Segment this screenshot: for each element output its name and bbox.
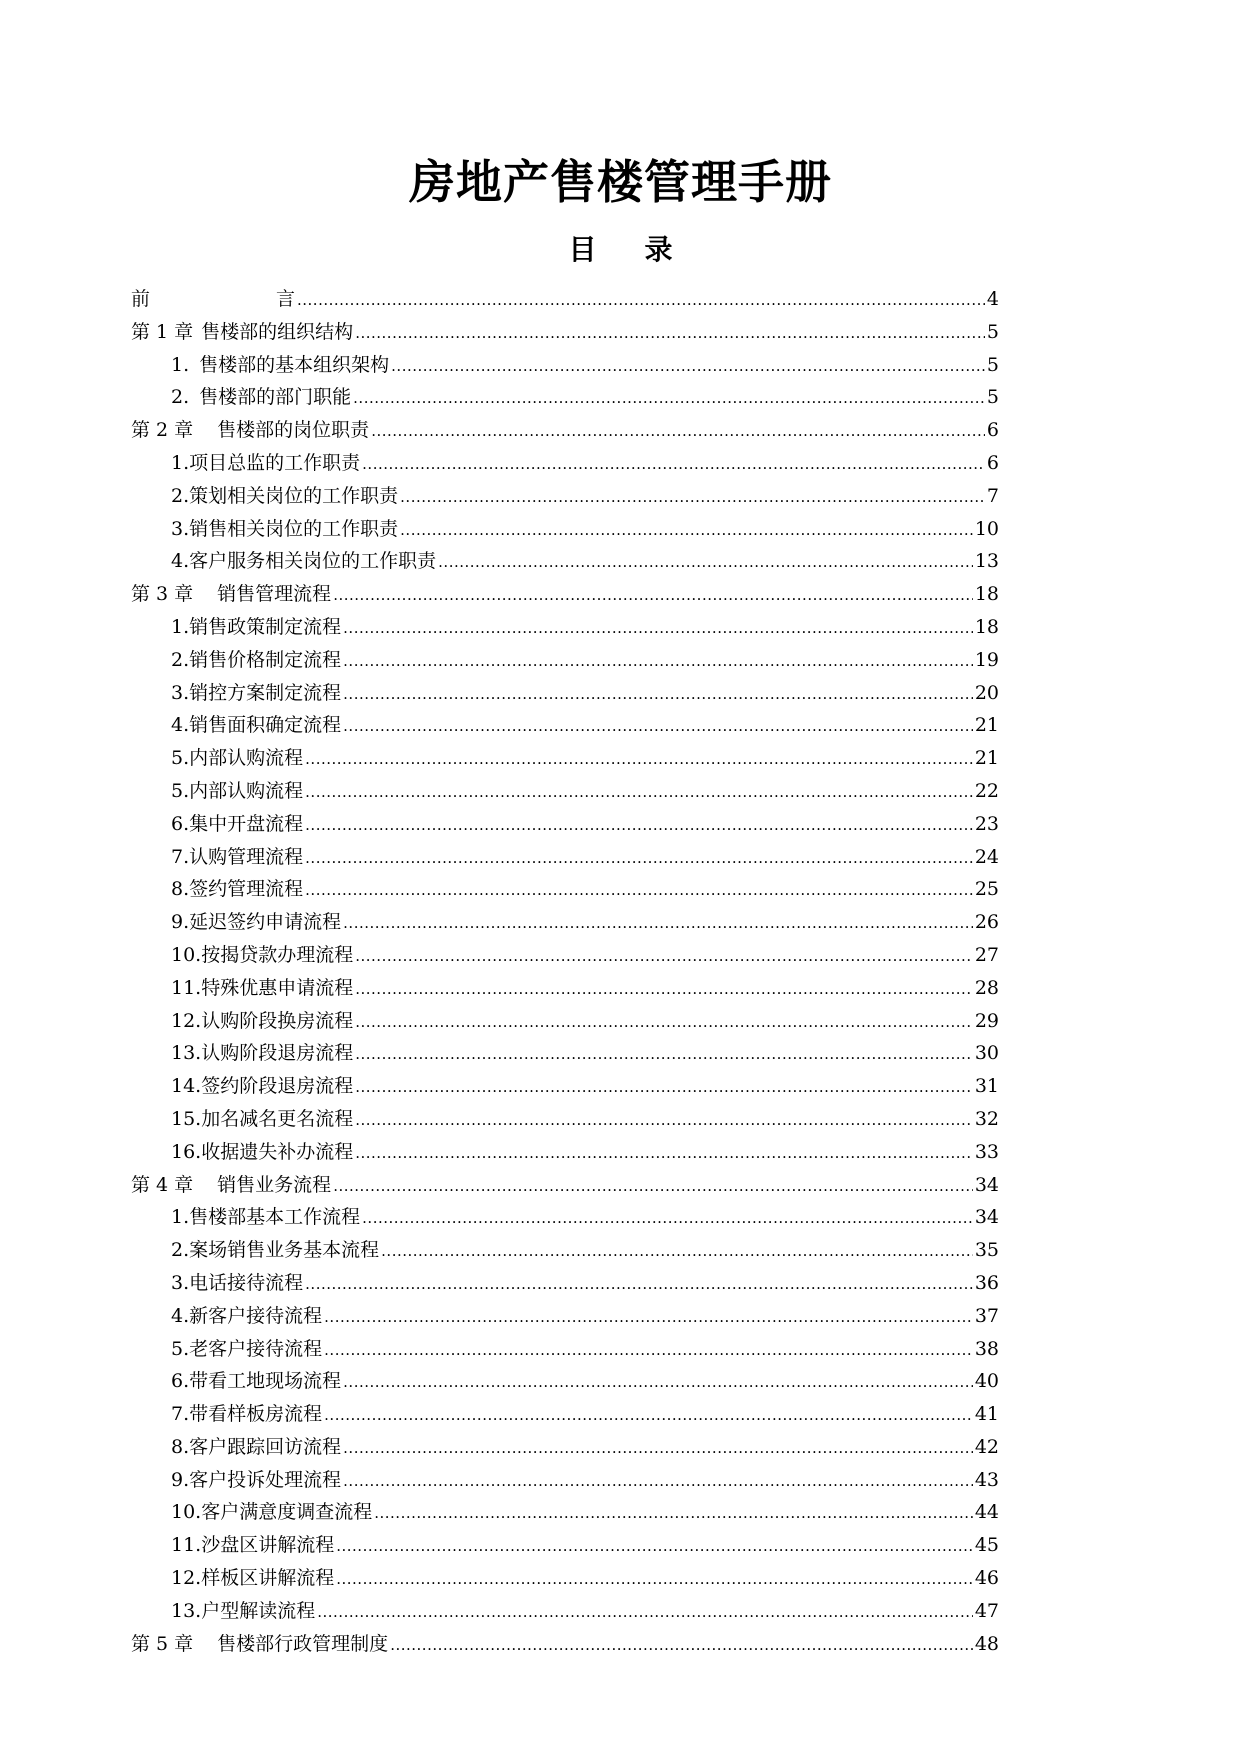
toc-entry-title: 按揭贷款办理流程 <box>201 943 354 966</box>
toc-page-number: 46 <box>974 1567 999 1590</box>
toc-section-entry[interactable] <box>131 1267 999 1300</box>
toc-entry-number: 9. <box>171 1468 190 1491</box>
toc-section-entry[interactable] <box>131 1529 999 1562</box>
toc-entry-label <box>171 1136 353 1169</box>
toc-entry-label <box>171 1005 353 1038</box>
toc-dot-leader <box>353 382 985 415</box>
toc-section-entry[interactable] <box>131 972 999 1005</box>
toc-page-number: 35 <box>974 1239 999 1262</box>
toc-page-number: 24 <box>974 845 999 868</box>
toc-page-number: 34 <box>974 1206 999 1229</box>
toc-chapter-entry[interactable] <box>131 283 999 316</box>
toc-chapter-entry[interactable] <box>131 414 999 447</box>
toc-entry-number: 12. <box>171 1567 202 1590</box>
toc-page-number: 19 <box>974 648 999 671</box>
toc-entry-title: 认购阶段换房流程 <box>201 1009 354 1032</box>
toc-entry-title: 户型解读流程 <box>201 1599 316 1622</box>
toc-entry-title: 内部认购流程 <box>189 747 304 770</box>
toc-entry-title: 项目总监的工作职责 <box>189 451 361 474</box>
toc-section-entry[interactable] <box>131 906 999 939</box>
toc-section-entry[interactable] <box>131 873 999 906</box>
toc-dot-leader <box>324 1334 973 1367</box>
toc-section-entry[interactable] <box>131 939 999 972</box>
toc-dot-leader <box>343 678 973 711</box>
toc-entry-number: 第 3 章 <box>131 583 194 606</box>
toc-entry-number: 7. <box>171 1403 190 1426</box>
toc-entry-label <box>171 381 351 414</box>
toc-entry-number: 第 5 章 <box>131 1632 194 1655</box>
toc-section-entry[interactable] <box>131 1201 999 1234</box>
toc-dot-leader <box>324 1301 973 1334</box>
toc-entry-number: 4. <box>171 550 190 573</box>
toc-page-number: 6 <box>986 451 999 474</box>
toc-page-number: 29 <box>974 1009 999 1032</box>
toc-page-number: 41 <box>974 1403 999 1426</box>
toc-dot-leader <box>324 1399 973 1432</box>
toc-page-number: 28 <box>974 976 999 999</box>
toc-section-entry[interactable] <box>131 1595 999 1628</box>
toc-dot-leader <box>305 809 973 842</box>
toc-page-number: 32 <box>974 1107 999 1130</box>
toc-dot-leader <box>333 1170 973 1203</box>
toc-entry-title: 售楼部的岗位职责 <box>217 419 370 442</box>
toc-entry-number: 前 <box>131 288 151 310</box>
toc-entry-label <box>171 611 341 644</box>
toc-entry-label <box>171 709 341 742</box>
toc-entry-label <box>171 1070 353 1103</box>
toc-section-entry[interactable] <box>131 1037 999 1070</box>
toc-page-number: 43 <box>974 1468 999 1491</box>
toc-dot-leader <box>355 1006 973 1039</box>
toc-entry-label <box>171 841 303 874</box>
toc-entry-label <box>171 1333 322 1366</box>
toc-entry-label <box>171 972 353 1005</box>
toc-dot-leader <box>317 1596 973 1629</box>
toc-dot-leader <box>305 743 973 776</box>
toc-entry-number: 7. <box>171 845 190 868</box>
toc-entry-number: 1. <box>171 615 190 638</box>
toc-entry-title: 销售面积确定流程 <box>189 714 342 737</box>
toc-section-entry[interactable] <box>131 1562 999 1595</box>
toc-dot-leader <box>305 874 973 907</box>
toc-dot-leader <box>343 907 973 940</box>
toc-section-entry[interactable] <box>131 808 999 841</box>
toc-page-number: 36 <box>974 1271 999 1294</box>
toc-page-number: 22 <box>974 779 999 802</box>
toc-entry-label <box>171 1529 334 1562</box>
toc-dot-leader <box>355 973 973 1006</box>
toc-entry-number: 2. <box>171 1239 190 1262</box>
toc-dot-leader <box>362 448 985 481</box>
toc-entry-number: 3. <box>171 1271 190 1294</box>
toc-entry-label <box>131 1169 331 1202</box>
toc-dot-leader <box>371 415 985 448</box>
toc-page-number: 25 <box>974 878 999 901</box>
toc-dot-leader <box>297 284 985 317</box>
toc-entry-label <box>171 775 303 808</box>
toc-dot-leader <box>362 1202 973 1235</box>
toc-page-number: 34 <box>974 1173 999 1196</box>
toc-dot-leader <box>343 612 973 645</box>
toc-page-number: 6 <box>986 419 999 442</box>
toc-entry-title: 销售政策制定流程 <box>189 615 342 638</box>
toc-entry-title: 销售管理流程 <box>217 583 332 606</box>
toc-section-entry[interactable] <box>131 1464 999 1497</box>
toc-entry-number: 8. <box>171 1435 190 1458</box>
toc-dot-leader <box>381 1235 973 1268</box>
toc-chapter-entry[interactable] <box>131 316 999 349</box>
toc-entry-title: 带看样板房流程 <box>189 1403 323 1426</box>
toc-page-number: 21 <box>974 714 999 737</box>
toc-entry-number: 第 1 章 <box>131 320 194 343</box>
toc-entry-number: 第 4 章 <box>131 1173 194 1196</box>
toc-chapter-entry[interactable] <box>131 1169 999 1202</box>
toc-page-number: 21 <box>974 747 999 770</box>
toc-entry-number: 1. <box>171 1206 190 1229</box>
toc-section-entry[interactable] <box>131 1431 999 1464</box>
toc-entry-label <box>171 1464 341 1497</box>
toc-entry-label <box>171 1267 303 1300</box>
toc-dot-leader <box>400 481 985 514</box>
toc-heading <box>0 230 1241 270</box>
toc-section-entry[interactable] <box>131 841 999 874</box>
toc-heading-char-1: 目 <box>568 233 597 266</box>
toc-entry-label <box>171 1431 341 1464</box>
toc-entry-number: 9. <box>171 911 190 934</box>
toc-section-entry[interactable] <box>131 513 999 546</box>
toc-page-number: 33 <box>974 1140 999 1163</box>
toc-dot-leader <box>336 1563 973 1596</box>
toc-entry-title: 售楼部的组织结构 <box>201 320 354 343</box>
toc-dot-leader <box>355 1038 973 1071</box>
toc-page-number: 31 <box>974 1075 999 1098</box>
toc-dot-leader <box>343 1366 973 1399</box>
toc-page-number: 38 <box>974 1337 999 1360</box>
toc-entry-label <box>171 1365 341 1398</box>
toc-entry-number: 14. <box>171 1075 202 1098</box>
toc-section-entry[interactable] <box>131 447 999 480</box>
toc-entry-label <box>171 906 341 939</box>
toc-entry-title: 收据遗失补办流程 <box>201 1140 354 1163</box>
toc-page-number: 26 <box>974 911 999 934</box>
toc-entry-number: 12. <box>171 1009 202 1032</box>
toc-entry-title: 言 <box>275 288 295 310</box>
toc-entry-number: 13. <box>171 1042 202 1065</box>
toc-entry-label <box>171 677 341 710</box>
toc-dot-leader <box>400 514 973 547</box>
toc-dot-leader <box>390 1629 973 1662</box>
toc-chapter-entry[interactable] <box>131 1628 999 1661</box>
toc-page-number: 40 <box>974 1370 999 1393</box>
toc-dot-leader <box>336 1530 973 1563</box>
toc-entry-number: 13. <box>171 1599 202 1622</box>
toc-entry-title: 售楼部行政管理制度 <box>217 1632 389 1655</box>
toc-entry-title: 签约管理流程 <box>189 878 304 901</box>
toc-entry-label <box>171 808 303 841</box>
toc-entry-title: 客户满意度调查流程 <box>201 1501 373 1524</box>
toc-entry-label <box>171 1562 334 1595</box>
toc-entry-number: 4. <box>171 714 190 737</box>
table-of-contents <box>131 283 999 1660</box>
toc-entry-title: 样板区讲解流程 <box>201 1567 335 1590</box>
toc-entry-label <box>131 414 369 447</box>
toc-entry-title: 策划相关岗位的工作职责 <box>189 484 399 507</box>
toc-page-number: 30 <box>974 1042 999 1065</box>
toc-dot-leader <box>355 1104 973 1137</box>
toc-section-entry[interactable] <box>131 1103 999 1136</box>
toc-entry-number: 4. <box>171 1304 190 1327</box>
toc-entry-number: 3. <box>171 517 190 540</box>
toc-entry-label <box>171 1103 353 1136</box>
toc-section-entry[interactable] <box>131 644 999 677</box>
toc-entry-title: 售楼部的基本组织架构 <box>199 353 390 376</box>
toc-section-entry[interactable] <box>131 1136 999 1169</box>
toc-dot-leader <box>305 842 973 875</box>
toc-entry-label <box>171 1300 322 1333</box>
toc-entry-title: 内部认购流程 <box>189 779 304 802</box>
toc-entry-number: 2. <box>171 484 190 507</box>
toc-page-number: 5 <box>986 320 999 343</box>
toc-entry-number: 1. <box>171 451 190 474</box>
toc-entry-title: 加名减名更名流程 <box>201 1107 354 1130</box>
toc-entry-label <box>171 1201 360 1234</box>
toc-entry-label <box>171 644 341 677</box>
toc-section-entry[interactable] <box>131 480 999 513</box>
toc-entry-title: 售楼部基本工作流程 <box>189 1206 361 1229</box>
toc-entry-title: 特殊优惠申请流程 <box>201 976 354 999</box>
toc-entry-title: 沙盘区讲解流程 <box>201 1534 335 1557</box>
toc-entry-title: 电话接待流程 <box>189 1271 304 1294</box>
toc-dot-leader <box>391 350 985 383</box>
toc-entry-title: 客户跟踪回访流程 <box>189 1435 342 1458</box>
toc-entry-number: 2. <box>171 648 190 671</box>
toc-dot-leader <box>355 940 973 973</box>
toc-page-number: 18 <box>974 615 999 638</box>
toc-section-entry[interactable] <box>131 677 999 710</box>
toc-section-entry[interactable] <box>131 742 999 775</box>
toc-section-entry[interactable] <box>131 381 999 414</box>
toc-entry-label <box>171 873 303 906</box>
toc-entry-title: 售楼部的部门职能 <box>199 386 352 409</box>
toc-entry-label <box>171 1234 379 1267</box>
toc-dot-leader <box>355 317 985 350</box>
toc-entry-title: 客户服务相关岗位的工作职责 <box>189 550 437 573</box>
toc-entry-number: 6. <box>171 812 190 835</box>
toc-section-entry[interactable] <box>131 1070 999 1103</box>
toc-page-number: 45 <box>974 1534 999 1557</box>
toc-dot-leader <box>355 1137 973 1170</box>
toc-entry-title: 新客户接待流程 <box>189 1304 323 1327</box>
toc-entry-label <box>171 1595 315 1628</box>
toc-entry-label <box>171 1398 322 1431</box>
toc-dot-leader <box>355 1071 973 1104</box>
toc-entry-number: 10. <box>171 943 202 966</box>
toc-entry-number: 2. <box>171 386 190 409</box>
toc-section-entry[interactable] <box>131 1300 999 1333</box>
toc-entry-title: 认购阶段退房流程 <box>201 1042 354 1065</box>
toc-entry-label <box>131 578 331 611</box>
toc-entry-label <box>131 316 353 349</box>
toc-page-number: 18 <box>974 583 999 606</box>
toc-dot-leader <box>333 579 973 612</box>
toc-page-number: 27 <box>974 943 999 966</box>
toc-entry-number: 11. <box>171 1534 202 1557</box>
toc-entry-title: 延迟签约申请流程 <box>189 911 342 934</box>
toc-entry-title: 集中开盘流程 <box>189 812 304 835</box>
toc-entry-title: 认购管理流程 <box>189 845 304 868</box>
toc-entry-label <box>171 742 303 775</box>
toc-dot-leader <box>438 546 973 579</box>
toc-entry-label <box>171 1496 372 1529</box>
toc-page-number: 47 <box>974 1599 999 1622</box>
toc-section-entry[interactable] <box>131 545 999 578</box>
toc-section-entry[interactable] <box>131 1005 999 1038</box>
toc-page-number: 13 <box>974 550 999 573</box>
toc-section-entry[interactable] <box>131 611 999 644</box>
toc-section-entry[interactable] <box>131 1365 999 1398</box>
toc-entry-number: 6. <box>171 1370 190 1393</box>
toc-entry-number: 11. <box>171 976 202 999</box>
toc-dot-leader <box>343 645 973 678</box>
document-title: 房地产售楼管理手册 <box>409 155 832 209</box>
toc-section-entry[interactable] <box>131 1496 999 1529</box>
toc-section-entry[interactable] <box>131 709 999 742</box>
toc-entry-title: 销售价格制定流程 <box>189 648 342 671</box>
toc-heading-char-2: 录 <box>644 233 673 266</box>
toc-page-number: 37 <box>974 1304 999 1327</box>
toc-entry-number: 5. <box>171 1337 190 1360</box>
toc-page-number: 20 <box>974 681 999 704</box>
toc-page-number: 4 <box>986 288 999 310</box>
toc-entry-label <box>171 349 389 382</box>
toc-section-entry[interactable] <box>131 1333 999 1366</box>
toc-dot-leader <box>305 776 973 809</box>
toc-entry-title: 带看工地现场流程 <box>189 1370 342 1393</box>
toc-entry-number: 3. <box>171 681 190 704</box>
toc-entry-number: 1. <box>171 353 190 376</box>
toc-entry-number: 第 2 章 <box>131 419 194 442</box>
toc-entry-number: 16. <box>171 1140 202 1163</box>
toc-entry-title: 销售业务流程 <box>217 1173 332 1196</box>
toc-entry-title: 客户投诉处理流程 <box>189 1468 342 1491</box>
toc-entry-number: 15. <box>171 1107 202 1130</box>
toc-entry-title: 签约阶段退房流程 <box>201 1075 354 1098</box>
toc-chapter-entry[interactable] <box>131 578 999 611</box>
toc-page-number: 48 <box>974 1632 999 1655</box>
toc-page-number: 5 <box>986 386 999 409</box>
toc-entry-label <box>131 1628 388 1661</box>
toc-dot-leader <box>305 1268 973 1301</box>
toc-entry-label <box>171 513 398 546</box>
toc-entry-title: 老客户接待流程 <box>189 1337 323 1360</box>
toc-dot-leader <box>374 1497 973 1530</box>
toc-page-number: 44 <box>974 1501 999 1524</box>
toc-entry-label <box>171 545 436 578</box>
toc-entry-number: 5. <box>171 747 190 770</box>
toc-entry-number: 5. <box>171 779 190 802</box>
toc-dot-leader <box>343 710 973 743</box>
toc-entry-label <box>171 939 353 972</box>
toc-page-number: 42 <box>974 1435 999 1458</box>
toc-entry-label <box>171 1037 353 1070</box>
toc-page-number: 23 <box>974 812 999 835</box>
toc-entry-title: 案场销售业务基本流程 <box>189 1239 380 1262</box>
toc-section-entry[interactable] <box>131 775 999 808</box>
toc-entry-label <box>171 480 398 513</box>
toc-dot-leader <box>343 1465 973 1498</box>
toc-entry-label <box>131 283 295 316</box>
toc-entry-number: 10. <box>171 1501 202 1524</box>
toc-page-number: 7 <box>986 484 999 507</box>
toc-entry-label <box>171 447 360 480</box>
toc-section-entry[interactable] <box>131 1398 999 1431</box>
toc-dot-leader <box>343 1432 973 1465</box>
toc-entry-title: 销控方案制定流程 <box>189 681 342 704</box>
toc-section-entry[interactable] <box>131 1234 999 1267</box>
toc-section-entry[interactable] <box>131 349 999 382</box>
toc-entry-number: 8. <box>171 878 190 901</box>
toc-page-number: 10 <box>974 517 999 540</box>
toc-entry-title: 销售相关岗位的工作职责 <box>189 517 399 540</box>
toc-page-number: 5 <box>986 353 999 376</box>
